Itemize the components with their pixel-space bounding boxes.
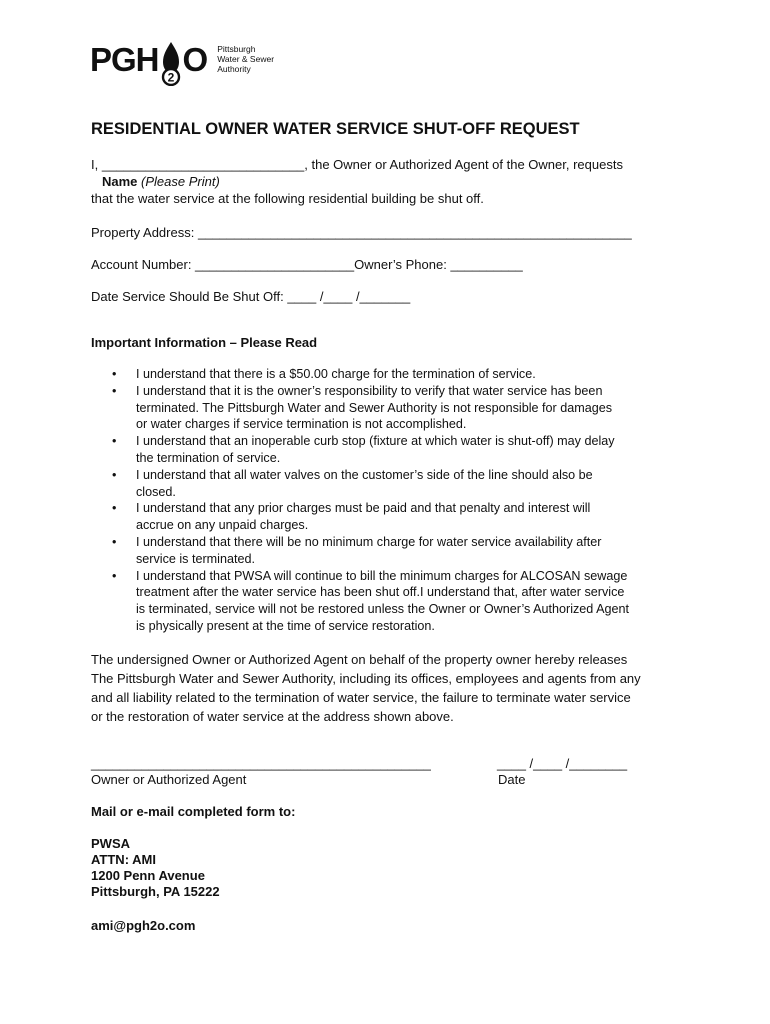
mail-address-line: PWSA: [91, 836, 130, 851]
important-heading: Important Information – Please Read: [91, 335, 318, 350]
paragraph-line: The undersigned Owner or Authorized Agent on behalf of the property owner hereby releases: [91, 652, 628, 667]
account-phone-field[interactable]: Account Number: ______________________Owner’s Phone: __________: [91, 257, 523, 272]
list-item: [112, 534, 672, 568]
list-item-line: or water charges if service termination is not accomplished.: [136, 417, 467, 432]
list-item-line: I understand that an inoperable curb stop (fixture at which water is shut-off) may delay: [136, 434, 615, 449]
logo-tagline-line: Water & Sewer: [217, 54, 275, 64]
list-item-line: terminated. The Pittsburgh Water and Sewer Authority is not responsible for damages: [136, 400, 613, 415]
logo-drop-icon: [160, 40, 182, 85]
list-item-line: service is terminated.: [136, 551, 255, 566]
property-address-field[interactable]: Property Address: ____________________________________________________________: [91, 225, 632, 240]
signature-date-label: Date: [498, 772, 526, 787]
mail-address-line: Pittsburgh, PA 15222: [91, 884, 220, 899]
list-item-line: I understand that all water valves on the customer’s side of the line should also be: [136, 467, 593, 482]
logo-brand-left: PGH: [90, 41, 159, 78]
shutoff-date-field[interactable]: Date Service Should Be Shut Off: ____ /____ /_______: [91, 289, 411, 304]
bullet-icon: •: [112, 383, 117, 398]
logo-tagline: [217, 44, 274, 74]
signature-label: Owner or Authorized Agent: [91, 772, 247, 787]
mail-heading: Mail or e-mail completed form to:: [91, 804, 296, 819]
list-item-line: I understand that there will be no minimum charge for water service availability after: [136, 534, 602, 549]
name-hint: (Please Print): [141, 174, 220, 189]
bullet-icon: •: [112, 467, 117, 482]
name-caption: [102, 174, 220, 189]
list-item-line: I understand that PWSA will continue to bill the minimum charges for ALCOSAN sewage: [136, 568, 628, 583]
list-item: [112, 467, 672, 501]
logo-subscript: 2: [167, 70, 174, 85]
bullet-icon: •: [112, 568, 117, 583]
mail-address-line: ATTN: AMI: [91, 852, 156, 867]
mail-address-line: 1200 Penn Avenue: [91, 868, 205, 883]
signature-date-line[interactable]: ____ /____ /________: [497, 756, 628, 771]
list-item-line: closed.: [136, 484, 176, 499]
paragraph-line: The Pittsburgh Water and Sewer Authority, including its offices, employees and agents from any: [91, 671, 641, 686]
paragraph-line: or the restoration of water service at the address shown above.: [91, 709, 454, 724]
list-item-line: I understand that it is the owner’s responsibility to verify that water service has been: [136, 383, 603, 398]
logo-tagline-line: Authority: [217, 64, 251, 74]
logo-brand-right: O: [182, 41, 208, 78]
list-item-line: treatment after the water service has been shut off.I understand that, after water service: [136, 585, 625, 600]
intro-line-2: that the water service at the following residential building be shut off.: [91, 191, 484, 206]
bullet-icon: •: [112, 534, 117, 549]
signature-line[interactable]: _______________________________________________: [91, 756, 431, 771]
list-item-line: I understand that there is a $50.00 charge for the termination of service.: [136, 367, 536, 381]
release-paragraph: [91, 650, 671, 726]
bullet-icon: •: [112, 434, 117, 449]
bullet-icon: •: [112, 501, 117, 516]
important-list: [112, 366, 672, 635]
bullet-icon: •: [112, 367, 117, 381]
list-item-line: is physically present at the time of service restoration.: [136, 618, 435, 633]
name-label: Name: [102, 174, 138, 189]
logo-tagline-line: Pittsburgh: [217, 44, 256, 54]
list-item: [112, 568, 672, 635]
list-item-line: the termination of service.: [136, 450, 281, 465]
mail-email[interactable]: ami@pgh2o.com: [91, 918, 196, 933]
list-item-line: I understand that any prior charges must be paid and that penalty and interest will: [136, 501, 591, 516]
list-item: [112, 500, 672, 534]
form-title: RESIDENTIAL OWNER WATER SERVICE SHUT-OFF REQUEST: [91, 120, 580, 138]
list-item-line: is terminated, service will not be restored unless the Owner or Owner’s Authorized Agent: [136, 602, 630, 617]
paragraph-line: and all liability related to the termination of water service, the failure to terminate water service: [91, 690, 631, 705]
list-item-line: accrue on any unpaid charges.: [136, 518, 309, 533]
list-item: [112, 366, 672, 383]
owner-name-line[interactable]: I, ____________________________, the Owner or Authorized Agent of the Owner, requests: [91, 157, 623, 172]
list-item: [112, 433, 672, 467]
list-item: [112, 383, 672, 433]
pgh2o-logo: [90, 40, 274, 86]
